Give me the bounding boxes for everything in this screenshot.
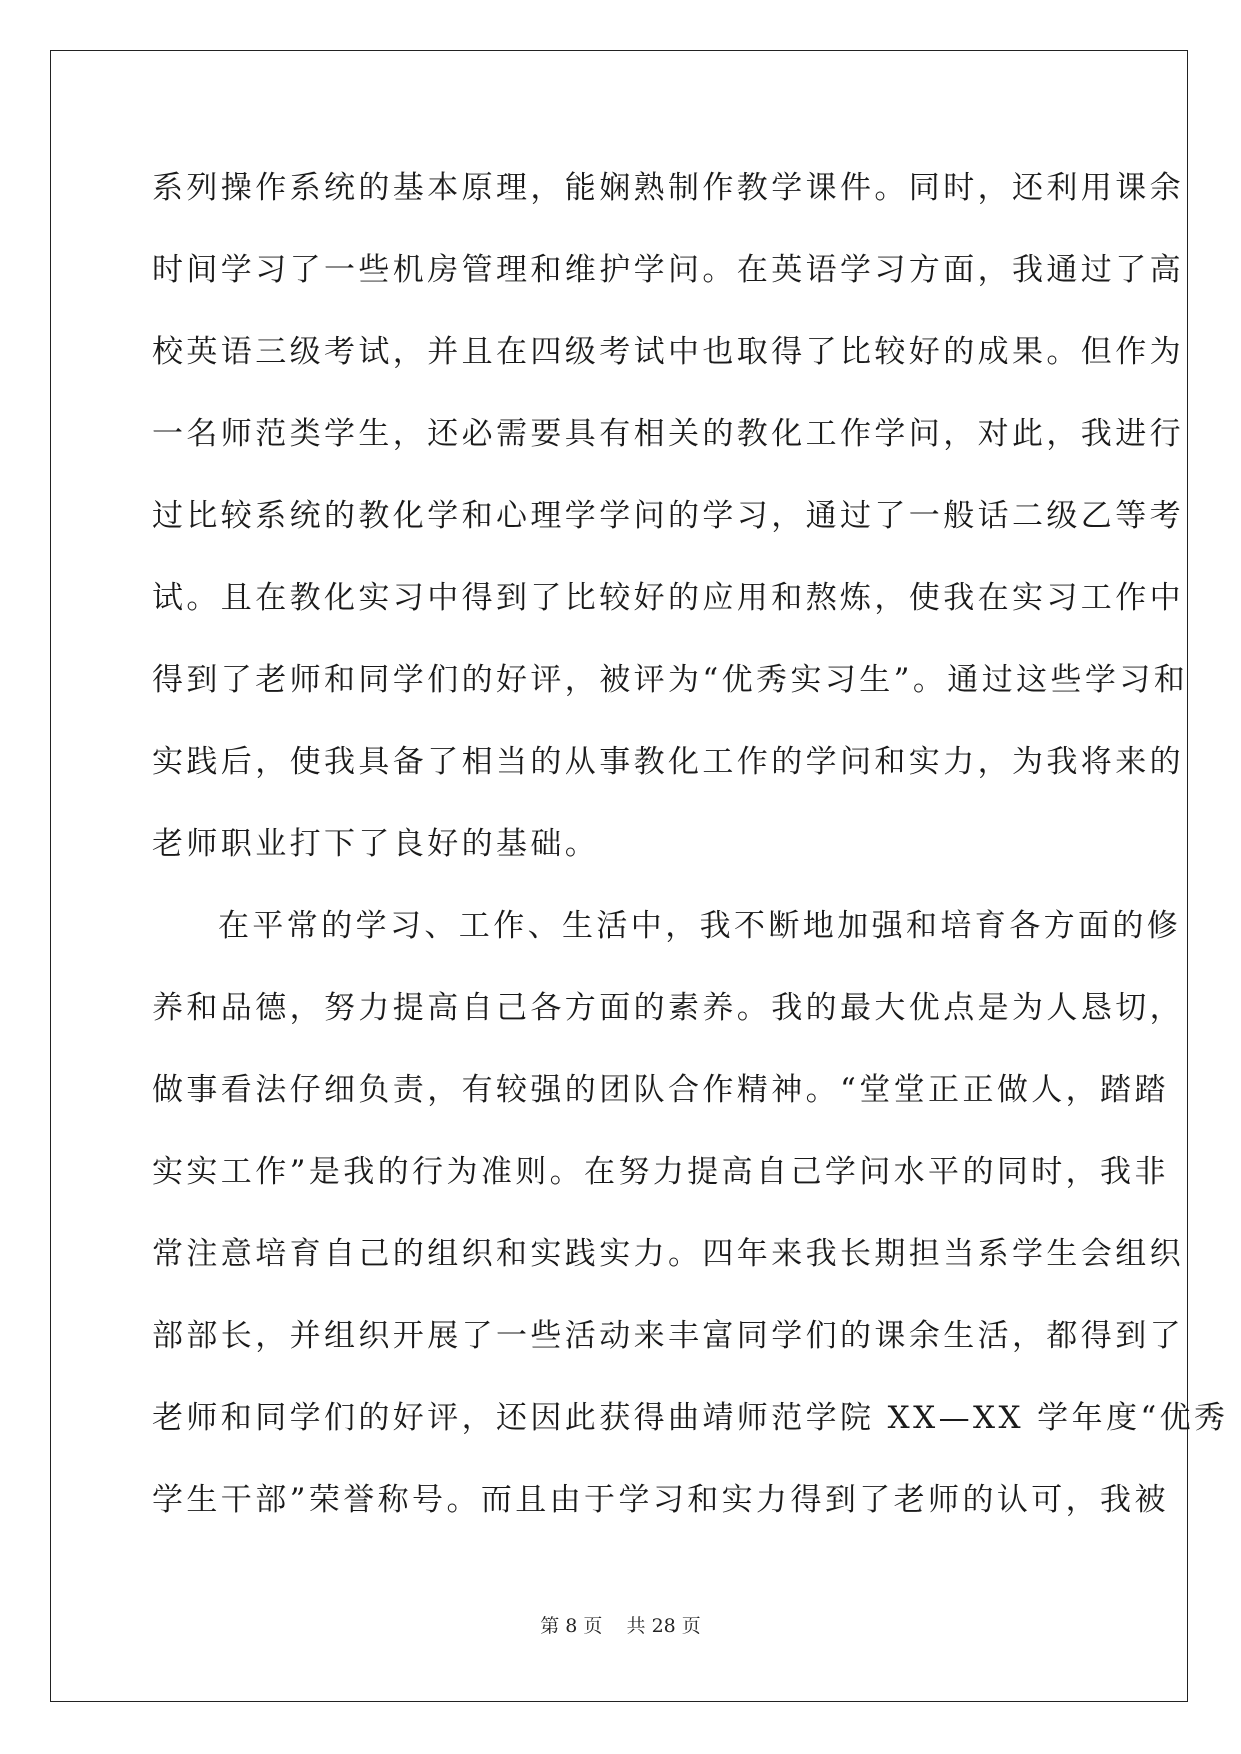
- text-line: 一名师范类学生，还必需要具有相关的教化工作学问，对此，我进行: [152, 416, 1184, 452]
- text-line: 做事看法仔细负责，有较强的团队合作精神。“堂堂正正做人，踏踏: [152, 1072, 1169, 1108]
- text-line: 实实工作”是我的行为准则。在努力提高自己学问水平的同时，我非: [152, 1154, 1169, 1190]
- text-line: 校英语三级考试，并且在四级考试中也取得了比较好的成果。但作为: [152, 334, 1184, 370]
- page-number-footer: 第 8 页 共 28 页: [540, 1615, 701, 1637]
- text-line: 部部长，并组织开展了一些活动来丰富同学们的课余生活，都得到了: [152, 1318, 1184, 1354]
- document-body: [152, 158, 1229, 1552]
- text-line: 学生干部”荣誉称号。而且由于学习和实力得到了老师的认可，我被: [152, 1482, 1169, 1518]
- text-line: 系列操作系统的基本原理，能娴熟制作教学课件。同时，还利用课余: [152, 170, 1184, 206]
- text-line: 老师和同学们的好评，还因此获得曲靖师范学院 XX—XX 学年度“优秀: [152, 1400, 1229, 1436]
- text-line: 常注意培育自己的组织和实践实力。四年来我长期担当系学生会组织: [152, 1236, 1184, 1272]
- text-line: 老师职业打下了良好的基础。: [152, 826, 600, 862]
- text-line: 试。且在教化实习中得到了比较好的应用和熬炼，使我在实习工作中: [152, 580, 1184, 616]
- text-line: 实践后，使我具备了相当的从事教化工作的学问和实力，为我将来的: [152, 744, 1184, 780]
- text-line: 得到了老师和同学们的好评，被评为“优秀实习生”。通过这些学习和: [152, 662, 1189, 698]
- paragraph-start-line: 在平常的学习、工作、生活中，我不断地加强和培育各方面的修: [218, 908, 1182, 944]
- text-line: 养和品德，努力提高自己各方面的素养。我的最大优点是为人恳切，: [152, 990, 1184, 1026]
- text-line: 时间学习了一些机房管理和维护学问。在英语学习方面，我通过了高: [152, 252, 1184, 288]
- text-line: 过比较系统的教化学和心理学学问的学习，通过了一般话二级乙等考: [152, 498, 1184, 534]
